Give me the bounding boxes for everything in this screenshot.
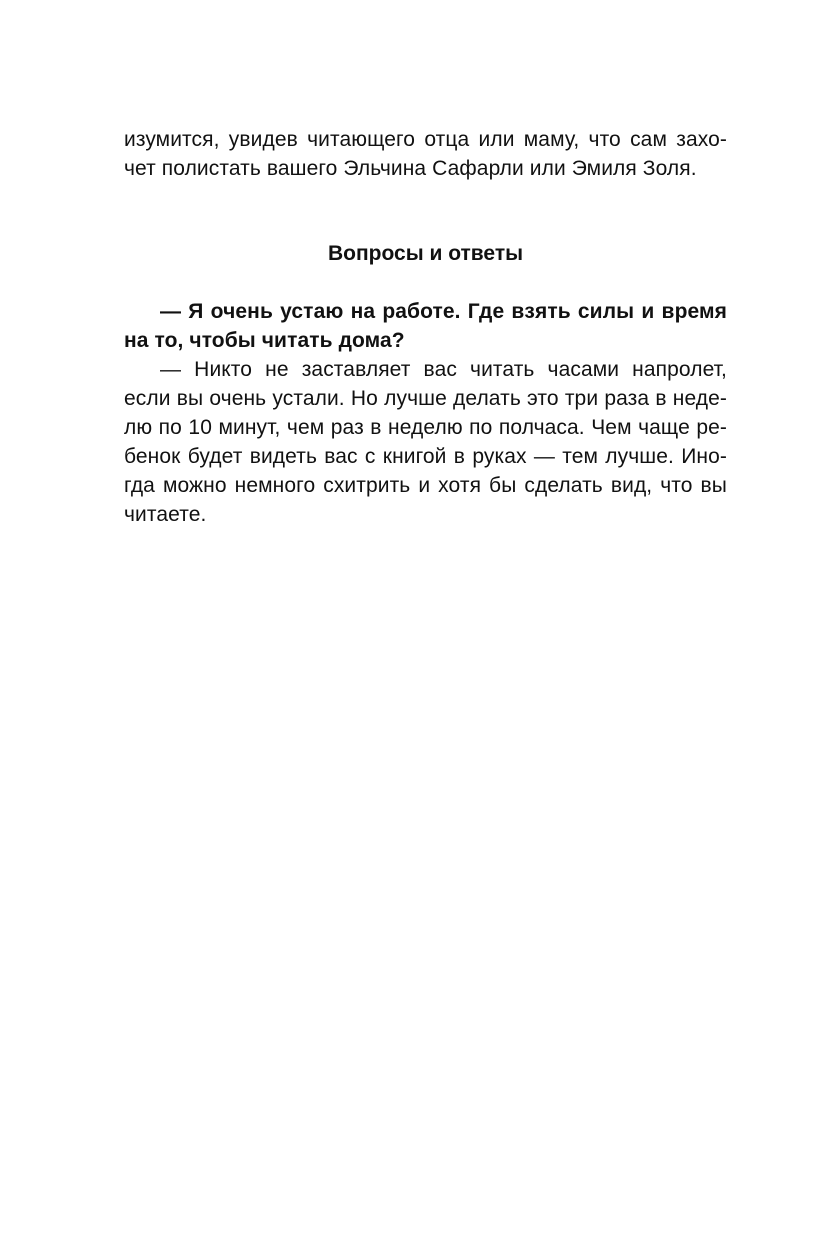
answer-line: лю по 10 минут, чем раз в неделю по полчаса. Чем чаще ре- xyxy=(124,416,727,439)
question-line: на то, чтобы читать дома? xyxy=(124,329,405,352)
answer-line: читаете. xyxy=(124,503,207,526)
paragraph-line: чет полистать вашего Эльчина Сафарли или Эмиля Золя. xyxy=(124,157,697,180)
answer-line: если вы очень устали. Но лучше делать это три раза в неде- xyxy=(124,387,727,410)
answer-line: гда можно немного схитрить и хотя бы сделать вид, что вы xyxy=(124,474,727,497)
section-heading: Вопросы и ответы xyxy=(327,242,524,265)
question-line: — Я очень устаю на работе. Где взять силы и время xyxy=(160,300,727,323)
answer-line: — Никто не заставляет вас читать часами напролет, xyxy=(160,358,727,381)
paragraph-line: изумится, увидев читающего отца или маму, что сам захо- xyxy=(124,128,727,151)
answer-line: бенок будет видеть вас с книгой в руках — тем лучше. Ино- xyxy=(124,445,727,468)
